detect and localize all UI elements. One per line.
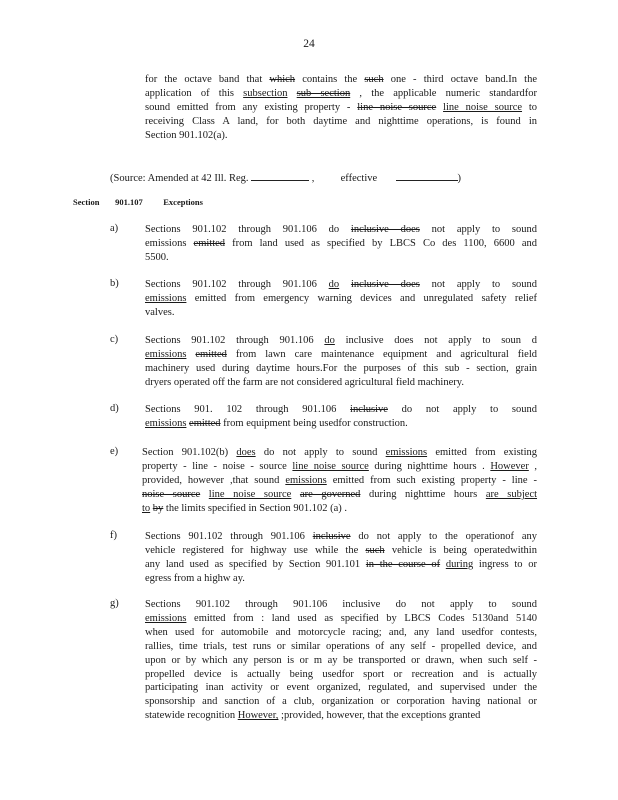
exception-item-text bbox=[145, 334, 537, 390]
effective-label: effective bbox=[340, 173, 378, 184]
register-blank bbox=[251, 170, 309, 181]
text-line: emissions emitted from emergency warning devices and unregulated safety relief bbox=[145, 292, 537, 304]
text-line: property - line - noise - source line noise source during nighttime hours . However , bbox=[142, 460, 538, 472]
item-label: d) bbox=[110, 403, 119, 414]
item-label: g) bbox=[110, 598, 119, 609]
text-line: Section 901.102(b) does do not apply to sound emissions emitted from existing bbox=[142, 447, 537, 458]
page-number: 24 bbox=[303, 38, 315, 50]
text-line: dryers operated off the farm are not considered agricultural field machinery. bbox=[145, 376, 464, 388]
item-label: b) bbox=[110, 278, 119, 289]
item-label: e) bbox=[110, 446, 119, 457]
text-line: emissions emitted from lawn care maintenance equipment and agricultural field bbox=[145, 348, 537, 360]
text-line: any land used as specified by Section 901.101 in the course of during ingress to or bbox=[145, 558, 537, 570]
text-line: Section 901.102(a). bbox=[145, 129, 228, 141]
section-title: Exceptions bbox=[163, 197, 203, 207]
exception-item-text bbox=[145, 223, 537, 265]
text-line: sponsorship and sanction of a club, organization or corporation having national or bbox=[145, 696, 537, 708]
text-line: propelled device is actually being usedfor sport or recreation and is actually bbox=[145, 668, 537, 680]
text-line: when used for automobile and motorcycle racing; and, any land usedfor contests, bbox=[145, 626, 537, 638]
text-line: Sections 901.102 through 901.106 inclusive do not apply to sound bbox=[145, 599, 537, 610]
text-line: emissions emitted from equipment being usedfor construction. bbox=[145, 417, 408, 429]
text-line: emissions emitted from land used as specified by LBCS Co des 1100, 6600 and bbox=[145, 237, 537, 249]
exception-item-text bbox=[142, 446, 537, 516]
text-line: Sections 901.102 through 901.106 do inclusive does not apply to sound bbox=[145, 224, 538, 235]
source-close: ) bbox=[457, 173, 462, 184]
text-line: Sections 901.102 through 901.106 do inclusive does not apply to sound bbox=[145, 279, 538, 290]
text-line: to by the limits specified in Section 901.102 (a) . bbox=[142, 502, 348, 514]
exception-item-text bbox=[145, 598, 537, 723]
exception-item-text bbox=[145, 278, 537, 320]
text-line: provided, however ,that sound emissions emitted from such existing property - line - bbox=[142, 474, 537, 486]
section-number: 901.107 bbox=[115, 197, 143, 207]
text-line: receiving Class A land, for both daytime and nighttime operations, is found in bbox=[145, 115, 537, 127]
text-line: upon or by which any person is or m ay be transported or drawn, when such self - bbox=[145, 654, 537, 666]
text-line: 5500. bbox=[145, 251, 169, 263]
item-label: f) bbox=[110, 530, 117, 541]
text-line: Sections 901.102 through 901.106 inclusive do not apply to the operationof any bbox=[145, 531, 537, 542]
text-line: machinery used during daytime hours.For the purposes of this sub - section, grain bbox=[145, 362, 537, 374]
source-text: (Source: Amended at 42 Ill. Reg. bbox=[110, 173, 249, 184]
item-label: c) bbox=[110, 334, 119, 345]
text-line: noise source line noise source are governed during nighttime hours are subject bbox=[142, 488, 538, 500]
intro-paragraph bbox=[145, 73, 537, 143]
text-line: participating inan activity or event organized, regulated, and supervised under the bbox=[145, 682, 537, 694]
text-line: rallies, time trials, test runs or similar operations of any self - propelled device, and bbox=[145, 640, 537, 652]
text-line: vehicle registered for highway use while the such vehicle is being operatedwithin bbox=[145, 544, 537, 556]
effective-date-blank bbox=[396, 170, 458, 181]
text-line: Sections 901. 102 through 901.106 inclusive do not apply to sound bbox=[145, 404, 538, 415]
exception-item-text bbox=[145, 530, 537, 586]
text-line: for the octave band that which contains the such one - third octave band.In the bbox=[145, 74, 538, 85]
item-label: a) bbox=[110, 223, 119, 234]
text-line: application of this subsection sub section , the applicable numeric standardfor bbox=[145, 87, 538, 99]
exception-item-text bbox=[145, 403, 537, 431]
text-line: sound emitted from any existing property - line noise source line noise source to bbox=[145, 101, 538, 113]
text-line: emissions emitted from : land used as specified by LBCS Codes 5130and 5140 bbox=[145, 612, 537, 624]
text-line: egress from a highw ay. bbox=[145, 572, 245, 584]
source-note: (Source: Amended at 42 Ill. Reg. , effective ) bbox=[110, 170, 461, 184]
section-heading bbox=[73, 197, 203, 207]
text-line: statewide recognition However, ;provided, however, that the exceptions granted bbox=[145, 710, 481, 722]
section-label: Section bbox=[73, 197, 100, 207]
text-line: valves. bbox=[145, 306, 175, 318]
text-line: Sections 901.102 through 901.106 do inclusive does not apply to soun d bbox=[145, 335, 538, 346]
